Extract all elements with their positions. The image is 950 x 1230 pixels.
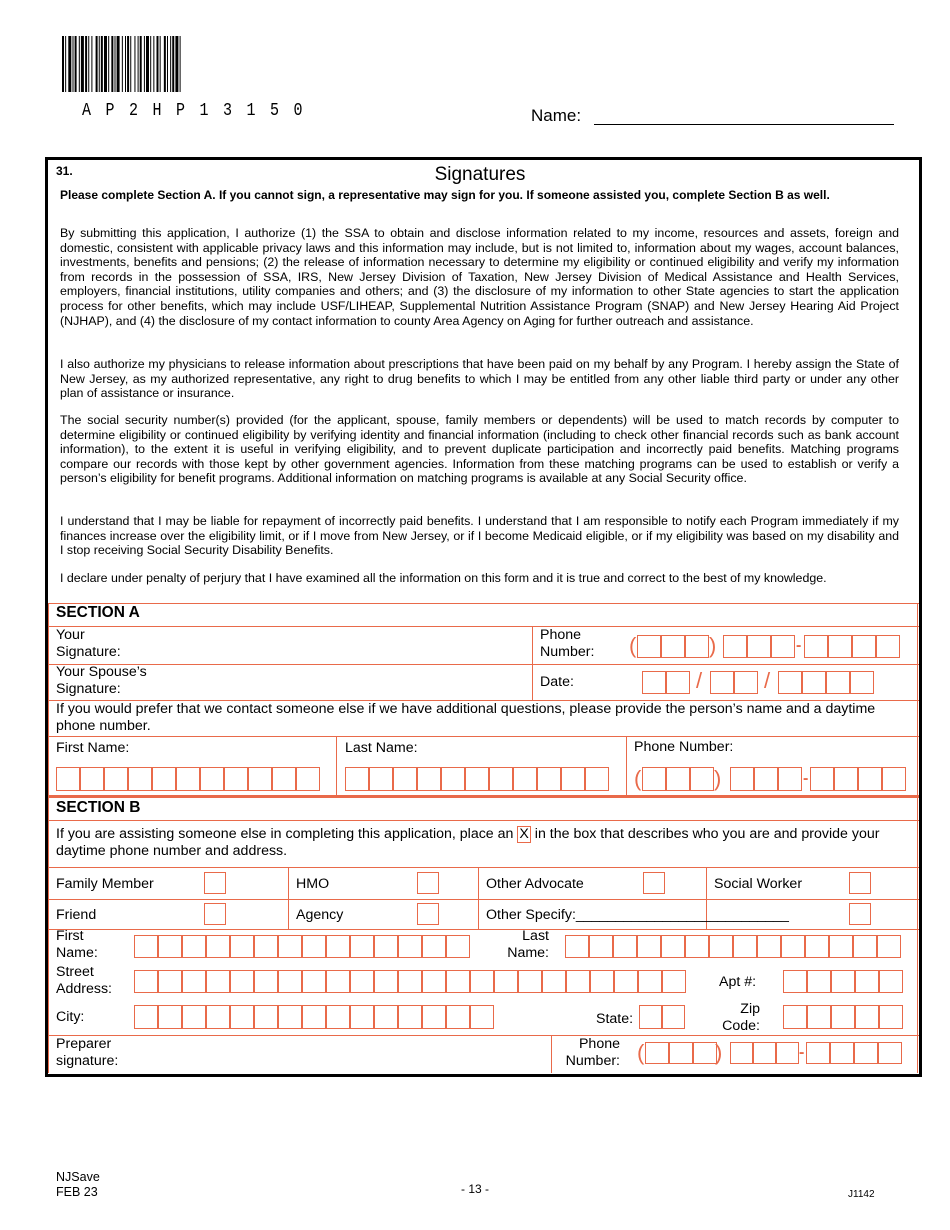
preparer-signature-field[interactable] bbox=[135, 1038, 545, 1071]
street-address-label: Street Address: bbox=[56, 964, 112, 997]
option-hmo-checkbox[interactable] bbox=[417, 872, 439, 894]
zip-code-label: Zip Code: bbox=[722, 1001, 760, 1034]
contact-first-name-label: First Name: bbox=[56, 740, 130, 756]
option-hmo-label: HMO bbox=[296, 876, 330, 892]
x-mark: X bbox=[519, 826, 529, 842]
state-field[interactable] bbox=[639, 1005, 685, 1029]
form-id: J1142 bbox=[848, 1189, 875, 1200]
option-social-worker-checkbox[interactable] bbox=[849, 872, 871, 894]
option-other-specify-label: Other Specify:___________________________ bbox=[486, 907, 789, 923]
physician-paragraph: I also authorize my physicians to release information about prescriptions that have been paid on my behalf by any Program. I hereby assign the State of New Jersey, as my authorized representative, any right to drug benefits to which I may be entitled from any other liable third party or under any other plan of assistance or insurance. bbox=[60, 357, 899, 401]
assist-instruction: If you are assisting someone else in completing this application, place an X in the box that describes who you are and provide your daytime phone number and address. bbox=[56, 826, 880, 859]
section-b-title: SECTION B bbox=[56, 799, 141, 816]
section-a-title: SECTION A bbox=[56, 604, 140, 621]
assistant-last-name-field[interactable] bbox=[565, 935, 901, 958]
intro-instruction: Please complete Section A. If you cannot sign, a representative may sign for you. If someone assisted you, complete Section B as well. bbox=[60, 188, 830, 202]
spouse-signature-label: Your Spouse’s Signature: bbox=[56, 664, 147, 697]
assistant-first-name-label: First Name: bbox=[56, 928, 98, 961]
liability-paragraph: I understand that I may be liable for repayment of incorrectly paid benefits. I understand that I am responsible to notify each Program immediately if my finances increase over the eligibility limit, or if I move from New Jersey, or if I become Medicaid eligible, or if my eligibility was based on my disability and I stop receiving Social Security Disability Benefits. bbox=[60, 514, 899, 558]
state-label: State: bbox=[596, 1011, 634, 1027]
contact-first-name-field[interactable] bbox=[56, 767, 320, 791]
name-field[interactable] bbox=[594, 124, 894, 125]
option-other-advocate-checkbox[interactable] bbox=[643, 872, 665, 894]
contact-instruction: If you would prefer that we contact someone else if we have additional questions, please provide the person’s name and a daytime phone number. bbox=[56, 701, 876, 734]
apt-label: Apt #: bbox=[719, 974, 757, 990]
preparer-signature-label: Preparer signature: bbox=[56, 1036, 119, 1069]
option-friend-label: Friend bbox=[56, 907, 97, 923]
apt-field[interactable] bbox=[783, 970, 903, 993]
option-social-worker-label: Social Worker bbox=[714, 876, 803, 892]
assistant-first-name-field[interactable] bbox=[134, 935, 470, 958]
authorization-paragraph: By submitting this application, I authorize (1) the SSA to obtain and disclose information related to my income, resources and assets, foreign and domestic, consistent with applicable privacy laws and this information may include, but is not limited to, information about my wages, account balances, investments, benefits and pensions; (2) the release of information necessary to determine my eligibility or continued eligibility and verify my information from records in the possession of SSA, IRS, New Jersey Division of Taxation, New Jersey Division of Medical Assistance and Health Services, employers, financial institutions, utility companies and others; and (3) the disclosure of my information to other State agencies to start the application process for other benefits, which may include USF/LIHEAP, Supplemental Nutrition Assistance Program (SNAP) and New Jersey Hearing Aid Project (NJHAP), and (4) the disclosure of my contact information to county Area Agency on Aging for further outreach and assistance. bbox=[60, 226, 899, 328]
contact-phone-label: Phone Number: bbox=[634, 739, 734, 755]
option-other-advocate-label: Other Advocate bbox=[486, 876, 584, 892]
zip-code-field[interactable] bbox=[783, 1005, 903, 1029]
your-signature-field[interactable] bbox=[140, 630, 520, 662]
preparer-phone-label: Phone Number: bbox=[565, 1036, 620, 1069]
barcode bbox=[62, 36, 280, 92]
your-signature-label: Your Signature: bbox=[56, 627, 121, 660]
contact-last-name-label: Last Name: bbox=[345, 740, 418, 756]
option-friend-checkbox[interactable] bbox=[204, 903, 226, 925]
page-number: - 13 - bbox=[460, 1182, 489, 1196]
ssn-paragraph: The social security number(s) provided (for the applicant, spouse, family members or dependents) will be used to match records by computer to determine eligibility or continued eligibility by verifying identity and financial information (including to check other financial records such as bank account information), to the extent it is useful in verifying eligibility, and to prevent duplicate participation and incorrectly paid benefits. Matching programs compare our records with those kept by other government agencies. Information from these matching programs can be used to establish or verify a person’s eligibility for benefit programs. Additional information on matching programs is available at any Social Security office. bbox=[60, 413, 899, 486]
assistant-last-name-label: Last Name: bbox=[507, 928, 549, 961]
city-field[interactable] bbox=[134, 1005, 494, 1029]
section-title: Signatures bbox=[434, 164, 526, 185]
question-number: 31. bbox=[56, 164, 73, 178]
street-address-field[interactable] bbox=[134, 970, 686, 993]
city-label: City: bbox=[56, 1009, 85, 1025]
phone-number-label: Phone Number: bbox=[540, 627, 595, 660]
barcode-text: AP2HP13150 bbox=[82, 100, 318, 122]
option-family-member-checkbox[interactable] bbox=[204, 872, 226, 894]
perjury-paragraph: I declare under penalty of perjury that I have examined all the information on this form and it is true and correct to the best of my knowledge. bbox=[60, 571, 827, 585]
option-other-specify-checkbox[interactable] bbox=[849, 903, 871, 925]
date-label: Date: bbox=[540, 674, 574, 690]
option-agency-checkbox[interactable] bbox=[417, 903, 439, 925]
contact-last-name-field[interactable] bbox=[345, 767, 609, 791]
option-family-member-label: Family Member bbox=[56, 876, 154, 892]
name-label: Name: bbox=[531, 106, 582, 125]
spouse-signature-field[interactable] bbox=[165, 667, 525, 698]
option-agency-label: Agency bbox=[296, 907, 344, 923]
footer-program: NJSave FEB 23 bbox=[56, 1170, 100, 1199]
